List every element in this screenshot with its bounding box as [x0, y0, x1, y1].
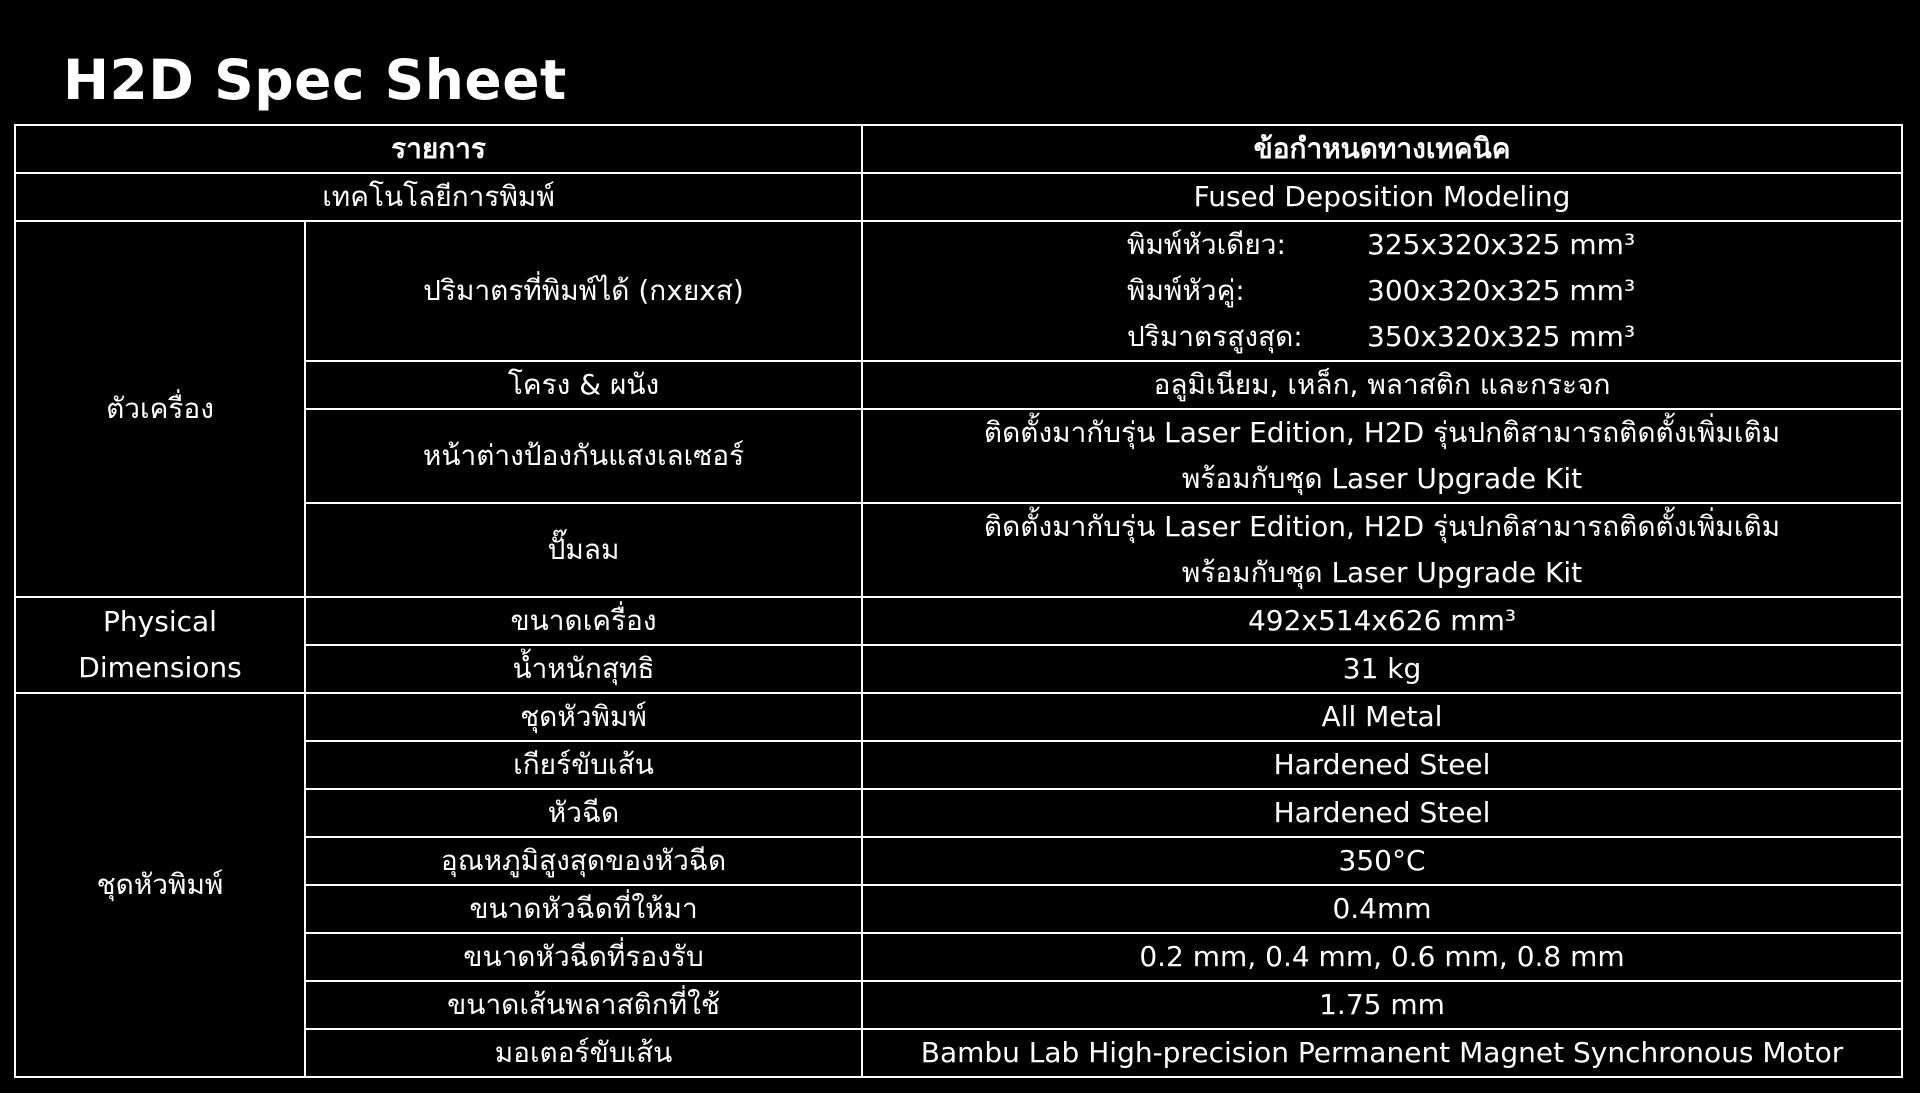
group-label-body: ตัวเครื่อง — [15, 221, 305, 597]
table-row — [15, 221, 1902, 361]
value-line: ติดตั้งมากับรุ่น Laser Edition, H2D รุ่นปกติสามารถติดตั้งเพิ่มเติม — [983, 510, 1781, 543]
row-label: โครง & ผนัง — [305, 361, 862, 409]
build-volume-line — [867, 314, 1897, 360]
volume-label: พิมพ์หัวเดียว: — [1127, 228, 1286, 261]
row-label: ขนาดเส้นพลาสติกที่ใช้ — [305, 981, 862, 1029]
table-row — [15, 693, 1902, 741]
row-label: ขนาดหัวฉีดที่ให้มา — [305, 885, 862, 933]
row-value: Hardened Steel — [862, 741, 1902, 789]
row-value: 0.2 mm, 0.4 mm, 0.6 mm, 0.8 mm — [862, 933, 1902, 981]
volume-label: ปริมาตรสูงสุด: — [1127, 320, 1303, 353]
row-value: 1.75 mm — [862, 981, 1902, 1029]
table-row — [15, 597, 1902, 645]
row-value: Bambu Lab High-precision Permanent Magnet Synchronous Motor — [862, 1029, 1902, 1077]
value-line: พร้อมกับชุด Laser Upgrade Kit — [1181, 556, 1583, 589]
volume-value: 350x320x325 mm³ — [1367, 320, 1636, 353]
row-value: 350°C — [862, 837, 1902, 885]
value-line: พร้อมกับชุด Laser Upgrade Kit — [1181, 462, 1583, 495]
group-label-toolhead: ชุดหัวพิมพ์ — [15, 693, 305, 1077]
row-value — [862, 503, 1902, 597]
volume-value: 300x320x325 mm³ — [1367, 274, 1636, 307]
row-label: อุณหภูมิสูงสุดของหัวฉีด — [305, 837, 862, 885]
group-label-line: Dimensions — [78, 651, 242, 684]
table-row — [15, 173, 1902, 221]
row-label: ปั๊มลม — [305, 503, 862, 597]
group-label-physical — [15, 597, 305, 693]
row-value: 0.4mm — [862, 885, 1902, 933]
row-value: All Metal — [862, 693, 1902, 741]
build-volume-line — [867, 222, 1897, 268]
page-title: H2D Spec Sheet — [63, 48, 567, 112]
build-volume-line — [867, 268, 1897, 314]
volume-value: 325x320x325 mm³ — [1367, 228, 1636, 261]
row-label: ปริมาตรที่พิมพ์ได้ (กxยxส) — [305, 221, 862, 361]
row-value: 492x514x626 mm³ — [862, 597, 1902, 645]
volume-label: พิมพ์หัวคู่: — [1127, 274, 1245, 307]
group-label-line: Physical — [103, 605, 217, 638]
row-label: หัวฉีด — [305, 789, 862, 837]
row-value: Fused Deposition Modeling — [862, 173, 1902, 221]
row-label: มอเตอร์ขับเส้น — [305, 1029, 862, 1077]
row-label: เทคโนโลยีการพิมพ์ — [15, 173, 862, 221]
build-volume-values — [862, 221, 1902, 361]
row-label: หน้าต่างป้องกันแสงเลเซอร์ — [305, 409, 862, 503]
row-label: ชุดหัวพิมพ์ — [305, 693, 862, 741]
row-value: 31 kg — [862, 645, 1902, 693]
row-label: ขนาดหัวฉีดที่รองรับ — [305, 933, 862, 981]
row-value: Hardened Steel — [862, 789, 1902, 837]
spec-table — [14, 124, 1903, 1078]
row-label: น้ำหนักสุทธิ — [305, 645, 862, 693]
row-value — [862, 409, 1902, 503]
header-spec: ข้อกำหนดทางเทคนิค — [862, 125, 1902, 173]
value-line: ติดตั้งมากับรุ่น Laser Edition, H2D รุ่นปกติสามารถติดตั้งเพิ่มเติม — [983, 416, 1781, 449]
row-value: อลูมิเนียม, เหล็ก, พลาสติก และกระจก — [862, 361, 1902, 409]
row-label: เกียร์ขับเส้น — [305, 741, 862, 789]
table-header-row — [15, 125, 1902, 173]
header-item: รายการ — [15, 125, 862, 173]
row-label: ขนาดเครื่อง — [305, 597, 862, 645]
